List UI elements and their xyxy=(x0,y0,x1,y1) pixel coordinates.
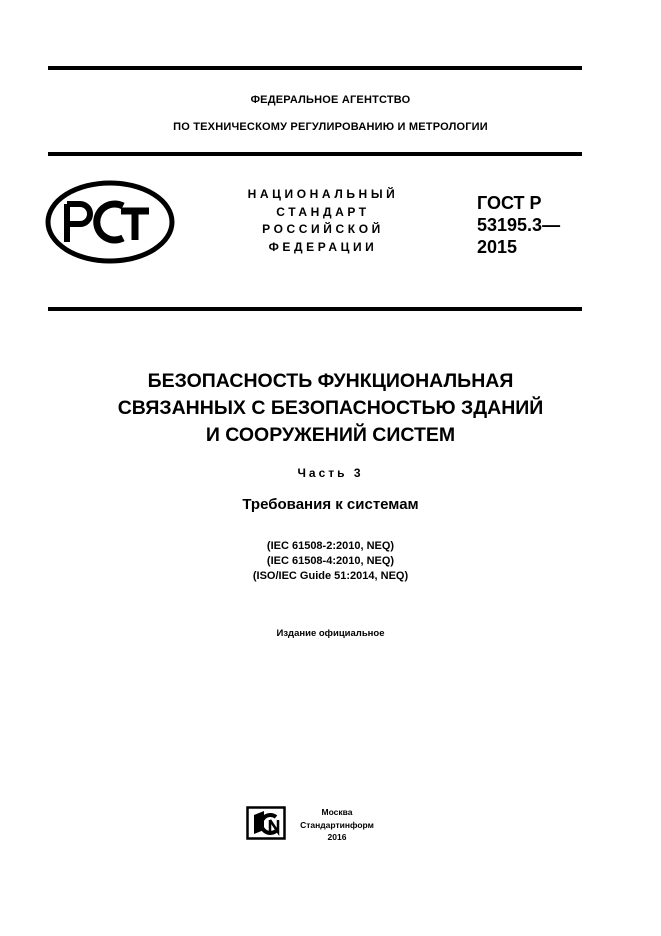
reference-item: (IEC 61508-4:2010, NEQ) xyxy=(266,555,395,567)
publisher-name: Стандартинформ xyxy=(300,819,374,830)
standard-type-line-3: РОССИЙСКОЙ xyxy=(262,222,384,236)
rst-emblem-icon xyxy=(45,180,175,264)
publisher-city: Москва xyxy=(321,807,353,817)
agency-line-2: ПО ТЕХНИЧЕСКОМУ РЕГУЛИРОВАНИЮ И МЕТРОЛОГИИ xyxy=(173,121,488,133)
logo-section-rule xyxy=(48,307,582,311)
standard-type xyxy=(228,186,418,256)
part-label: Часть 3 xyxy=(297,466,364,480)
title-line-1: БЕЗОПАСНОСТЬ ФУНКЦИОНАЛЬНАЯ xyxy=(147,370,514,392)
reference-item: (IEC 61508-2:2010, NEQ) xyxy=(266,540,395,552)
reference-item: (ISO/IEC Guide 51:2014, NEQ) xyxy=(252,570,409,582)
top-rule xyxy=(48,66,582,70)
gost-line-3: 2015 xyxy=(477,237,518,257)
gost-line-1: ГОСТ Р xyxy=(477,193,542,213)
references-list xyxy=(0,539,661,584)
publisher-info xyxy=(292,806,382,844)
publisher-year: 2016 xyxy=(327,832,347,842)
standartinform-logo-icon xyxy=(246,806,286,840)
document-title xyxy=(0,368,661,449)
edition-label: Издание официальное xyxy=(276,628,385,639)
document-subtitle: Требования к системам xyxy=(242,496,419,513)
standard-type-line-1: НАЦИОНАЛЬНЫЙ xyxy=(247,187,399,201)
agency-line-1: ФЕДЕРАЛЬНОЕ АГЕНТСТВО xyxy=(250,94,411,106)
standard-type-line-4: ФЕДЕРАЦИИ xyxy=(268,239,378,254)
standard-type-line-2: СТАНДАРТ xyxy=(276,204,370,219)
title-line-2: СВЯЗАННЫХ С БЕЗОПАСНОСТЬЮ ЗДАНИЙ xyxy=(117,397,544,419)
title-line-3: И СООРУЖЕНИЙ СИСТЕМ xyxy=(205,424,456,446)
gost-number xyxy=(477,192,597,258)
gost-line-2: 53195.3— xyxy=(477,215,561,235)
header-rule xyxy=(48,152,582,156)
